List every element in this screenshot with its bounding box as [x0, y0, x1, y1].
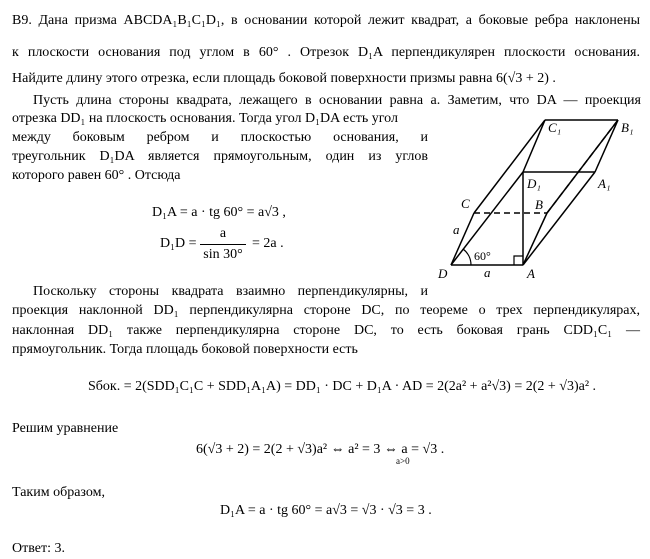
solution-p2-line-2: проекция наклонной DD₁ перпендикулярна стороне DC, по теореме о трех перпендикулярах, — [12, 303, 640, 318]
equation-final: D₁A = a · tg 60° = a√3 = √3 · √3 = 3 . — [220, 503, 432, 518]
label-B: B — [535, 197, 543, 212]
label-D: D — [438, 266, 448, 281]
solution-p2-line-3: наклонная DD₁ также перпендикулярна стороне DC, то есть боковая грань CDD₁C₁ — — [12, 323, 640, 338]
solution-p1-line-5: которого равен 60° . Отсюда — [12, 168, 181, 183]
label-A1: A₁ — [598, 176, 611, 191]
equation-d1d-rhs: = 2a . — [252, 236, 284, 251]
edge-D1C1 — [523, 120, 545, 172]
label-A: A — [527, 266, 535, 281]
equation-lateral-area: Sбок. = 2(SDD₁C₁C + SDD₁A₁A) = DD₁ · DC + D₁A · AD = 2(2a² + a²√3) = 2(2 + √3)a² . — [88, 379, 597, 394]
solution-p1-line-1: Пусть длина стороны квадрата, лежащего в основании равна a. Заметим, что DA — проекция — [33, 93, 641, 108]
equation-d1d-numerator: a — [219, 226, 227, 241]
solve-label: Решим уравнение — [12, 421, 119, 436]
label-C1: C₁ — [548, 120, 562, 135]
solution-p1-line-3: между боковым ребром и плоскостью основания, и — [12, 130, 428, 145]
label-angle: 60° — [474, 249, 491, 263]
right-angle-marker — [514, 256, 523, 265]
equation-solve-condition: a>0 — [396, 456, 410, 466]
problem-line-2: к плоскости основания под углом в 60° . Отрезок D₁A перпендикулярен плоскости основания. — [12, 45, 640, 60]
solution-p2-line-1: Поскольку стороны квадрата взаимно перпендикулярны, и — [33, 284, 428, 299]
equation-d1d-lhs: D₁D = — [160, 236, 197, 251]
solution-p2-line-4: прямоугольник. Тогда площадь боковой поверхности есть — [12, 342, 358, 357]
label-C: C — [461, 196, 470, 211]
answer: Ответ: 3. — [12, 541, 65, 556]
label-B1: B₁ — [621, 120, 634, 135]
problem-line-1: B9. Дана призма ABCDA₁B₁C₁D₁, в основании которой лежит квадрат, а боковые ребра наклонены — [12, 13, 640, 28]
solution-p1-line-2: отрезка DD₁ на плоскость основания. Тогда угол D₁DA есть угол — [12, 111, 398, 126]
equation-d1d-denominator: sin 30° — [203, 247, 243, 262]
problem-line-3: Найдите длину этого отрезка, если площадь боковой поверхности призмы равна 6(√3 + 2) . — [12, 71, 556, 86]
label-side-a: a — [453, 222, 460, 237]
label-D1: D₁ — [527, 176, 541, 191]
label-base-a: a — [484, 265, 491, 280]
angle-arc — [463, 249, 471, 265]
equation-d1a: D₁A = a · tg 60° = a√3 , — [152, 205, 286, 220]
thus-label: Таким образом, — [12, 485, 105, 500]
solution-p1-line-4: треугольник D₁DA является прямоугольным, один из углов — [12, 149, 428, 164]
equation-solve: 6(√3 + 2) = 2(2 + √3)a² ⇔ a² = 3 ⇔ a = √3 . — [196, 442, 445, 457]
